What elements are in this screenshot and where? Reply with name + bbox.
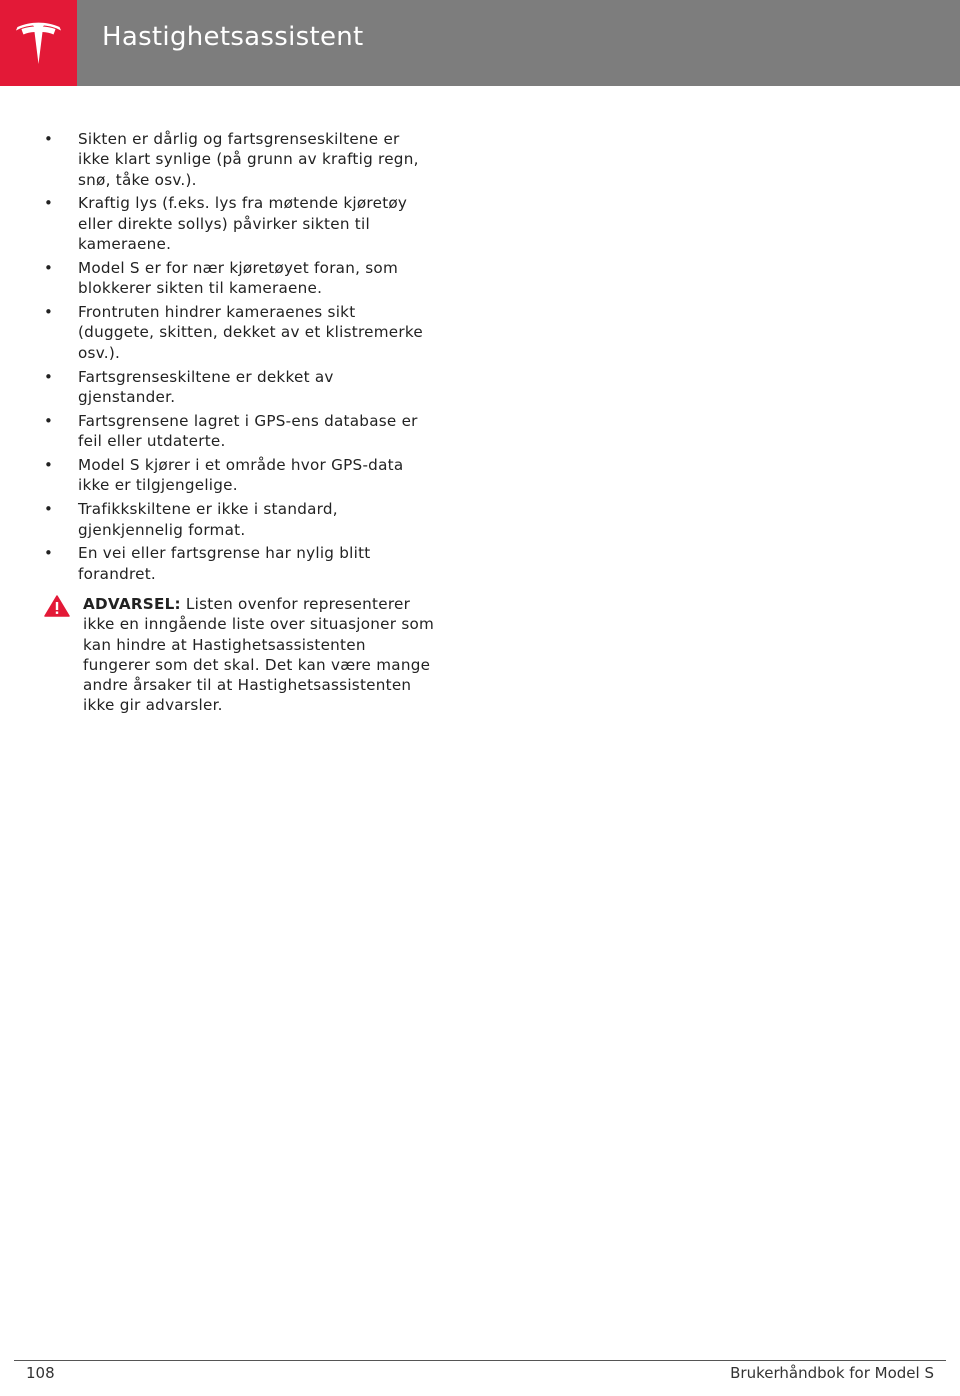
bullet-marker: •	[44, 411, 54, 430]
page-title: Hastighetsassistent	[102, 22, 364, 52]
bullet-marker: •	[44, 303, 54, 322]
bullet-marker: •	[44, 544, 54, 563]
warning-text: Listen ovenfor representerer ikke en inngående liste over situasjoner som kan hindre at Hastighetsassistenten fungerer som det skal. Det kan være mange andre årsaker til at Hastighetsassistenten ikke gir advarsler.	[83, 594, 435, 715]
list-item	[44, 499, 436, 540]
bullet-marker: •	[44, 130, 54, 148]
page-number: 108	[26, 1364, 55, 1382]
list-item	[44, 129, 436, 190]
list-item	[44, 411, 436, 452]
manual-title: Brukerhåndbok for Model S	[730, 1364, 934, 1382]
list-item-text: Trafikkskiltene er ikke i standard, gjenkjennelig format.	[78, 500, 338, 539]
list-item	[44, 193, 436, 254]
list-item-text: Model S kjører i et område hvor GPS-data ikke er tilgjengelige.	[78, 456, 404, 495]
list-item-text: En vei eller fartsgrense har nylig blitt forandret.	[78, 544, 371, 583]
main-content	[44, 129, 436, 716]
bullet-marker: •	[44, 194, 54, 213]
list-item-text: Frontruten hindrer kameraenes sikt (duggete, skitten, dekket av et klistremerke osv.).	[78, 303, 423, 362]
warning-label: ADVARSEL:	[83, 594, 181, 613]
bullet-list	[44, 129, 436, 584]
list-item	[44, 367, 436, 408]
warning-box	[44, 594, 436, 716]
list-item	[44, 543, 436, 584]
warning-triangle-icon	[44, 595, 70, 622]
list-item-text: Kraftig lys (f.eks. lys fra møtende kjøretøy eller direkte sollys) påvirker sikten til kameraene.	[78, 194, 408, 254]
list-item-text: Model S er for nær kjøretøyet foran, som blokkerer sikten til kameraene.	[78, 258, 399, 298]
bullet-marker: •	[44, 367, 54, 386]
page-header	[0, 0, 960, 86]
brand-logo-box	[0, 0, 77, 86]
bullet-marker: •	[44, 258, 54, 277]
list-item-text: Fartsgrensene lagret i GPS-ens database er feil eller utdaterte.	[78, 411, 418, 451]
list-item	[44, 455, 436, 496]
list-item	[44, 258, 436, 299]
footer-divider	[14, 1360, 946, 1361]
list-item-text: Fartsgrenseskiltene er dekket av gjenstander.	[78, 367, 334, 406]
list-item-text: Sikten er dårlig og fartsgrenseskiltene er ikke klart synlige (på grunn av kraftig regn, snø, tåke osv.).	[78, 130, 419, 189]
tesla-logo-icon	[13, 16, 64, 68]
bullet-marker: •	[44, 500, 54, 519]
bullet-marker: •	[44, 456, 54, 475]
list-item	[44, 302, 436, 363]
